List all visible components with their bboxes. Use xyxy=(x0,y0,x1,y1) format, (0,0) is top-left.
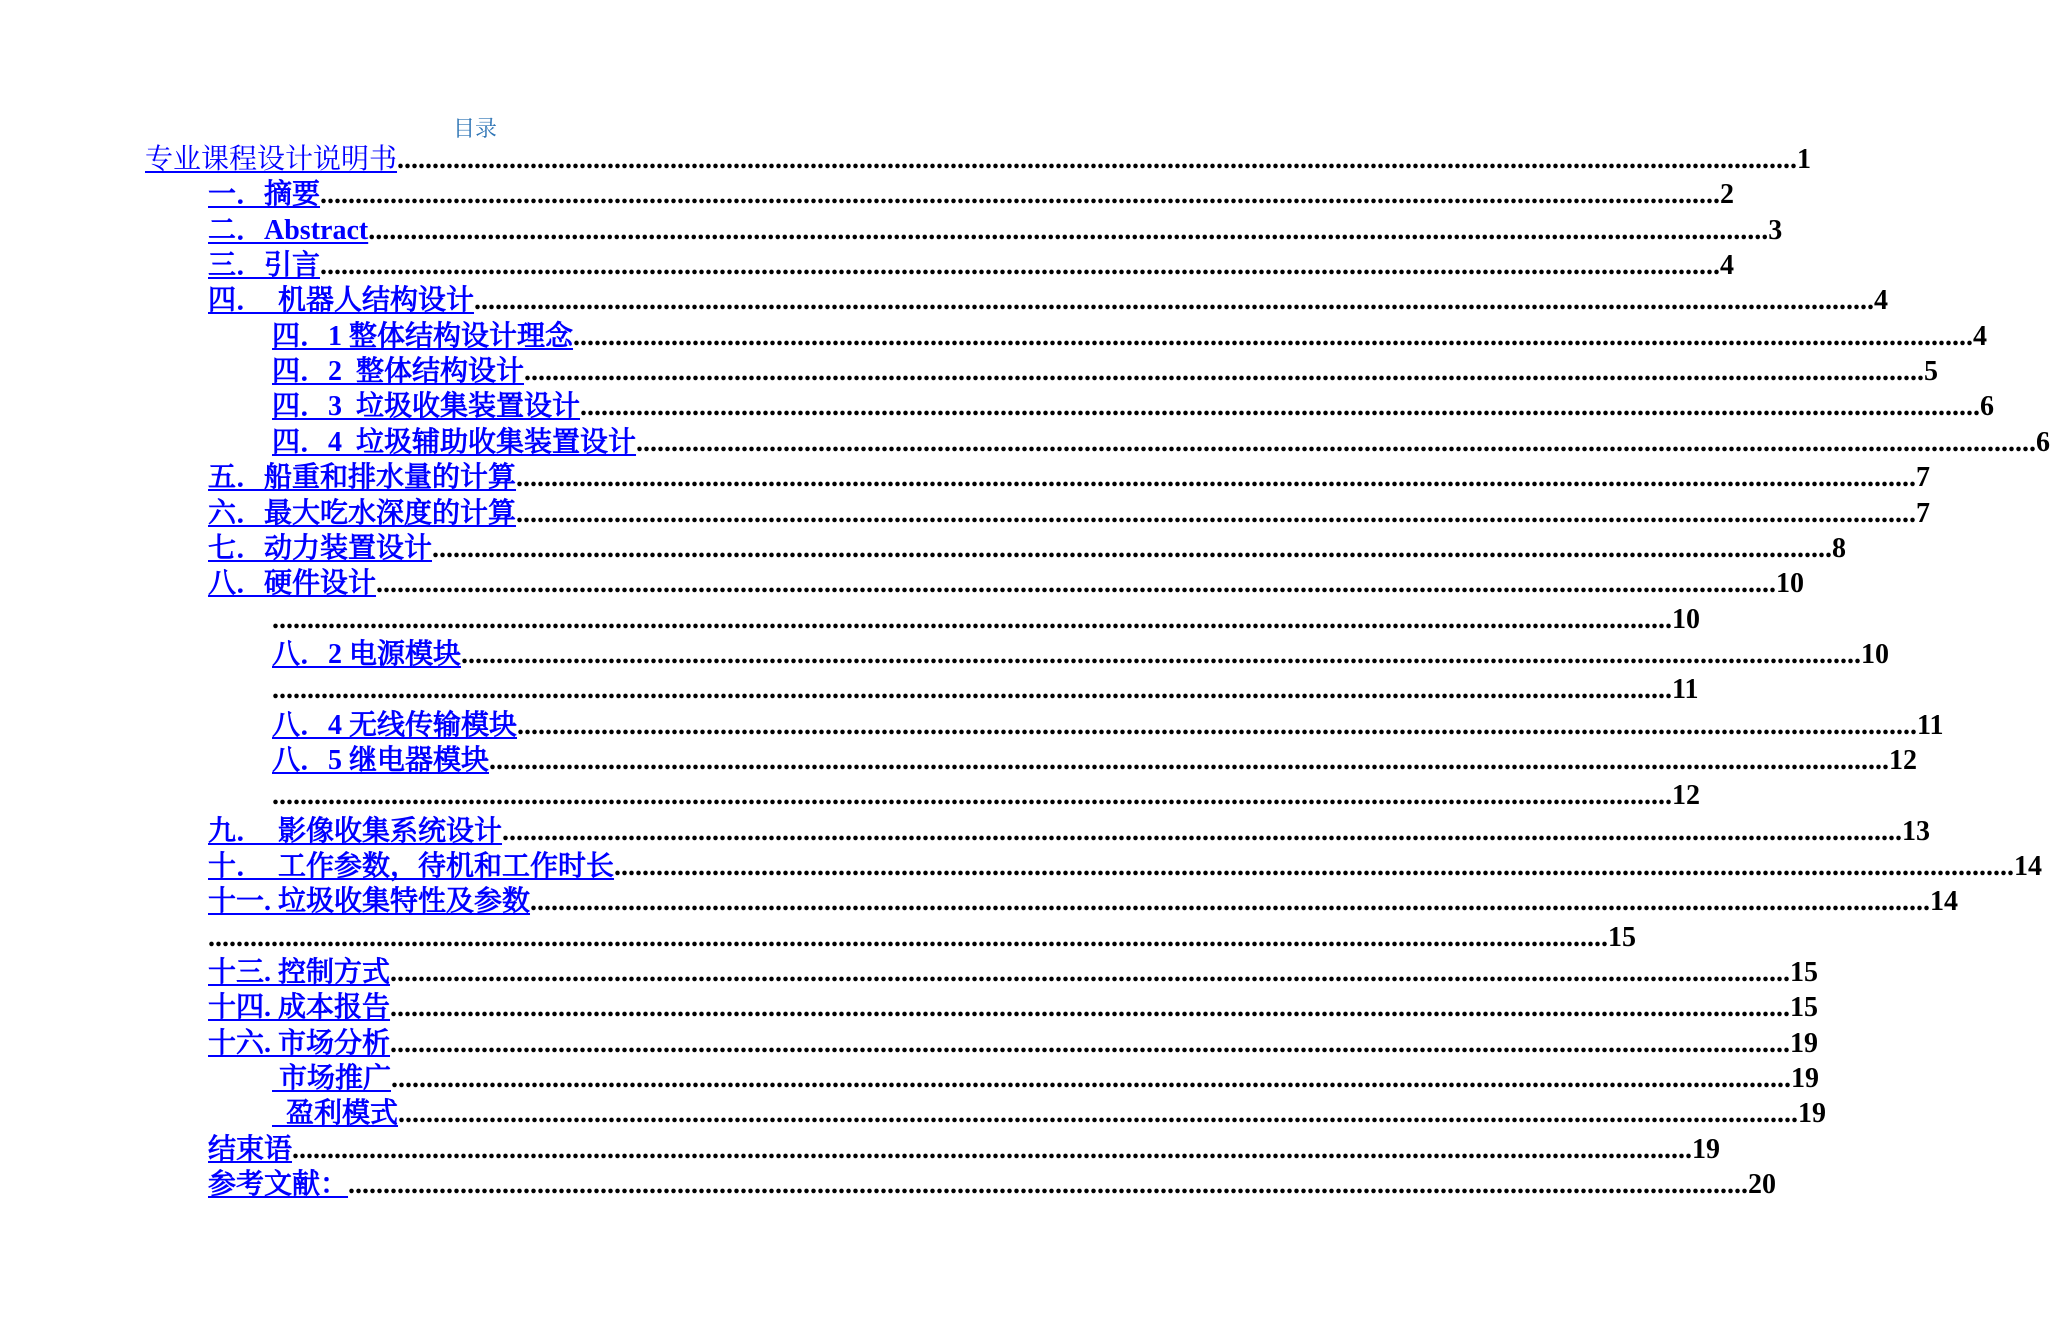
toc-entry[interactable] xyxy=(208,496,1931,531)
toc-dot-leader: ........................................................................................................................................................................................................ xyxy=(390,1027,1791,1059)
toc-page-number: 1 xyxy=(1797,144,1812,175)
toc-page-number: 13 xyxy=(1902,815,1931,847)
toc-entry-link[interactable]: 九． 影像收集系统设计 xyxy=(208,815,503,847)
toc-dot-leader: ........................................................................................................................................................................................................ xyxy=(292,1133,1693,1165)
toc-page-number: 11 xyxy=(1917,709,1944,741)
toc-page-number: 10 xyxy=(1776,568,1805,600)
toc-page-number: 14 xyxy=(2014,851,2043,882)
toc-page-number: 6 xyxy=(1980,391,1995,423)
toc-page-number: 3 xyxy=(1768,214,1783,246)
toc-entry[interactable] xyxy=(145,142,1812,177)
toc-dot-leader: ........................................................................................................................................................................................................ xyxy=(348,1169,1749,1201)
toc-page-number: 4 xyxy=(1720,250,1735,282)
toc-page-number: 7 xyxy=(1916,462,1931,494)
toc-entry-link[interactable]: 盈利模式 xyxy=(272,1098,399,1130)
toc-dot-leader: ........................................................................................................................................................................................................ xyxy=(474,285,1875,317)
toc-entry[interactable] xyxy=(208,248,1735,283)
toc-entry[interactable] xyxy=(272,425,2050,460)
toc-page-number: 7 xyxy=(1916,497,1931,529)
toc-page-number: 6 xyxy=(2036,426,2050,458)
toc-dot-leader: ........................................................................................................................................................................................................ xyxy=(524,356,1925,388)
toc-dot-leader: ........................................................................................................................................................................................................ xyxy=(461,638,1862,670)
toc-entry[interactable] xyxy=(272,602,1700,637)
toc-page-number: 5 xyxy=(1924,356,1939,388)
toc-entry-link[interactable]: 一．摘要 xyxy=(208,179,321,211)
toc-entry[interactable] xyxy=(272,672,1699,707)
toc-entry-link[interactable]: 十． 工作参数，待机和工作时长 xyxy=(208,851,615,882)
toc-entry-link[interactable]: 四．4 垃圾辅助收集装置设计 xyxy=(272,426,637,458)
toc-entry-link[interactable]: 八．硬件设计 xyxy=(208,568,377,600)
toc-entry[interactable] xyxy=(272,743,1918,778)
toc-dot-leader: ........................................................................................................................................................................................................ xyxy=(489,744,1890,776)
toc-entry-link[interactable]: 八．5 继电器模块 xyxy=(272,744,490,776)
toc-dot-leader: ........................................................................................................................................................................................................ xyxy=(320,250,1721,282)
toc-entry-link[interactable]: 三．引言 xyxy=(208,250,321,282)
toc-dot-leader: ........................................................................................................................................................................................................ xyxy=(614,851,2015,882)
toc-entry-link[interactable]: 八．4 无线传输模块 xyxy=(272,709,518,741)
toc-entry[interactable] xyxy=(208,566,1805,601)
toc-entry-link[interactable]: 四．3 垃圾收集装置设计 xyxy=(272,391,581,423)
toc-entry-link[interactable]: 七．动力装置设计 xyxy=(208,532,433,564)
toc-entry[interactable] xyxy=(208,849,2043,884)
toc-entry[interactable] xyxy=(208,1167,1777,1202)
toc-entry[interactable] xyxy=(272,778,1700,813)
toc-page-number: 14 xyxy=(1930,886,1959,918)
toc-page-number: 4 xyxy=(1874,285,1889,317)
toc-entry[interactable] xyxy=(272,1096,1827,1131)
toc-entry-link[interactable]: 十三. 控制方式 xyxy=(208,957,391,989)
toc-page-number: 19 xyxy=(1692,1133,1721,1165)
toc-entry[interactable] xyxy=(208,884,1959,919)
toc-entry[interactable] xyxy=(208,955,1819,990)
toc-page-number: 15 xyxy=(1608,921,1636,953)
toc-entry[interactable] xyxy=(272,354,1939,389)
toc-dot-leader: ........................................................................................................................................................................................................ xyxy=(390,957,1791,989)
toc-dot-leader: ........................................................................................................................................................................................................ xyxy=(530,886,1931,918)
toc-dot-leader: ........................................................................................................................................................................................................ xyxy=(516,497,1917,529)
toc-dot-leader: ........................................................................................................................................................................................................ xyxy=(368,214,1769,246)
toc-page-number: 11 xyxy=(1672,674,1699,706)
toc-page-number: 8 xyxy=(1832,532,1847,564)
toc-entry[interactable] xyxy=(208,177,1735,212)
toc-entry[interactable] xyxy=(208,920,1636,955)
toc-entry-link[interactable]: 四． 机器人结构设计 xyxy=(208,285,475,317)
toc-entry[interactable] xyxy=(272,1061,1820,1096)
toc-entry[interactable] xyxy=(272,708,1944,743)
toc-entry[interactable] xyxy=(208,283,1889,318)
toc-entry-link[interactable]: 六．最大吃水深度的计算 xyxy=(208,497,517,529)
toc-entry-link[interactable]: 市场推广 xyxy=(272,1063,392,1095)
toc-page-number: 20 xyxy=(1748,1169,1777,1201)
toc-page-number: 19 xyxy=(1790,1027,1819,1059)
toc-page-number: 10 xyxy=(1861,638,1890,670)
toc-entry-link[interactable]: 结束语 xyxy=(208,1133,293,1165)
toc-entry[interactable] xyxy=(208,1026,1819,1061)
toc-dot-leader: ........................................................................................................................................................................................................ xyxy=(398,1098,1799,1130)
toc-dot-leader: ........................................................................................................................................................................................................ xyxy=(636,426,2037,458)
toc-entry[interactable] xyxy=(208,814,1931,849)
toc-page-number: 12 xyxy=(1889,744,1918,776)
toc-dot-leader: ........................................................................................................................................................................................................ xyxy=(272,603,1672,635)
toc-dot-leader: ........................................................................................................................................................................................................ xyxy=(272,780,1672,812)
toc-dot-leader: ........................................................................................................................................................................................................ xyxy=(390,992,1791,1024)
toc-page-number: 2 xyxy=(1720,179,1735,211)
toc-page-number: 19 xyxy=(1798,1098,1827,1130)
toc-page-number: 15 xyxy=(1790,957,1819,989)
toc-entry-link[interactable]: 十四. 成本报告 xyxy=(208,992,391,1024)
toc-dot-leader: ........................................................................................................................................................................................................ xyxy=(272,674,1672,706)
toc-dot-leader: ........................................................................................................................................................................................................ xyxy=(208,921,1608,953)
toc-entry-link[interactable]: 四．1 整体结构设计理念 xyxy=(272,320,574,352)
toc-entry-link[interactable]: 四．2 整体结构设计 xyxy=(272,356,525,388)
toc-page-number: 4 xyxy=(1973,320,1988,352)
toc-page-number: 12 xyxy=(1672,780,1700,812)
toc-dot-leader: ........................................................................................................................................................................................................ xyxy=(517,709,1918,741)
toc-entry[interactable] xyxy=(208,460,1931,495)
toc-dot-leader: ........................................................................................................................................................................................................ xyxy=(376,568,1777,600)
toc-entry[interactable] xyxy=(208,531,1847,566)
toc-entry[interactable] xyxy=(272,637,1890,672)
toc-entry-link[interactable]: 五．船重和排水量的计算 xyxy=(208,462,517,494)
toc-entry[interactable] xyxy=(272,389,1995,424)
toc-title: 目录 xyxy=(452,116,497,141)
toc-dot-leader: ........................................................................................................................................................................................................ xyxy=(502,815,1903,847)
toc-entry-link[interactable]: 专业课程设计说明书 xyxy=(145,144,398,175)
toc-dot-leader: ........................................................................................................................................................................................................ xyxy=(432,532,1833,564)
toc-entry-link[interactable]: 二．Abstract xyxy=(208,214,369,246)
toc-dot-leader: ........................................................................................................................................................................................................ xyxy=(580,391,1981,423)
toc-entry[interactable] xyxy=(208,213,1783,248)
toc-entry[interactable] xyxy=(208,990,1819,1025)
toc-dot-leader: ........................................................................................................................................................................................................ xyxy=(516,462,1917,494)
toc-dot-leader: ........................................................................................................................................................................................................ xyxy=(397,144,1798,175)
toc-entry-link[interactable]: 参考文献： xyxy=(208,1169,349,1201)
toc-entry-link[interactable]: 八．2 电源模块 xyxy=(272,638,462,670)
toc-page-number: 15 xyxy=(1790,992,1819,1024)
toc-dot-leader: ........................................................................................................................................................................................................ xyxy=(573,320,1974,352)
table-of-contents xyxy=(0,142,2050,1342)
toc-entry-link[interactable]: 十一. 垃圾收集特性及参数 xyxy=(208,886,531,918)
toc-page-number: 10 xyxy=(1672,603,1700,635)
toc-page-number: 19 xyxy=(1791,1063,1820,1095)
toc-entry-link[interactable]: 十六. 市场分析 xyxy=(208,1027,391,1059)
toc-entry[interactable] xyxy=(272,319,1988,354)
toc-dot-leader: ........................................................................................................................................................................................................ xyxy=(391,1063,1792,1095)
toc-entry[interactable] xyxy=(208,1132,1721,1167)
toc-dot-leader: ........................................................................................................................................................................................................ xyxy=(320,179,1721,211)
